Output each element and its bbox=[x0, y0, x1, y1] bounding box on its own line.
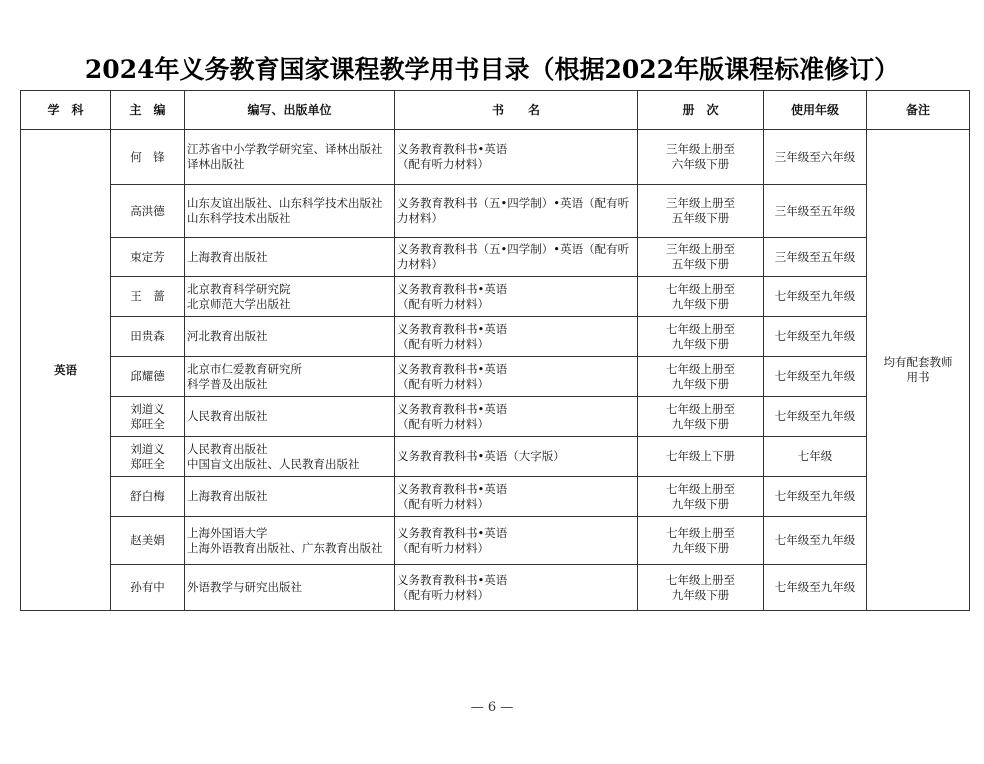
book-title-cell-line: （配有听力材料） bbox=[397, 336, 489, 351]
book-title-cell-line: （配有听力材料） bbox=[397, 540, 489, 555]
publisher-cell bbox=[185, 317, 395, 357]
publisher-cell bbox=[185, 565, 395, 611]
book-title-cell-line: （配有听力材料） bbox=[397, 376, 489, 391]
editor-cell-line: 刘道义 bbox=[130, 401, 165, 416]
table-row bbox=[21, 437, 970, 477]
subject-cell: 英语 bbox=[21, 130, 111, 611]
publisher-cell-line: 中国盲文出版社、人民教育出版社 bbox=[187, 456, 360, 471]
volume-cell bbox=[638, 317, 764, 357]
grade-cell: 七年级至九年级 bbox=[764, 397, 867, 437]
publisher-cell-line: 外语教学与研究出版社 bbox=[187, 580, 302, 594]
book-title-cell-line: 义务教育教科书•英语 bbox=[397, 142, 508, 156]
publisher-cell bbox=[185, 277, 395, 317]
volume-cell-line: 七年级上册至 bbox=[666, 572, 735, 587]
publisher-cell-line: 河北教育出版社 bbox=[187, 329, 268, 343]
book-title-cell bbox=[395, 317, 638, 357]
book-title-cell bbox=[395, 517, 638, 565]
editor-cell-line: 郑旺全 bbox=[130, 456, 165, 471]
publisher-cell-line: 上海外语教育出版社、广东教育出版社 bbox=[187, 540, 383, 555]
publisher-cell-line: 江苏省中小学教学研究室、译林出版社 bbox=[187, 142, 383, 156]
book-title-cell bbox=[395, 185, 638, 238]
volume-cell bbox=[638, 477, 764, 517]
book-title-cell-line: （配有听力材料） bbox=[397, 587, 489, 602]
editor-cell-line: 刘道义 bbox=[130, 441, 165, 456]
grade-cell: 七年级至九年级 bbox=[764, 277, 867, 317]
editor-cell bbox=[111, 130, 185, 185]
book-title-cell-line: （配有听力材料） bbox=[397, 496, 489, 511]
table-row bbox=[21, 565, 970, 611]
volume-cell bbox=[638, 185, 764, 238]
volume-cell bbox=[638, 565, 764, 611]
book-title-cell bbox=[395, 397, 638, 437]
publisher-cell-line: 上海教育出版社 bbox=[187, 249, 268, 264]
editor-cell bbox=[111, 517, 185, 565]
table-header-row bbox=[21, 91, 970, 130]
book-title-cell bbox=[395, 277, 638, 317]
publisher-cell bbox=[185, 397, 395, 437]
table-row bbox=[21, 317, 970, 357]
publisher-cell-line: 山东科学技术出版社 bbox=[187, 211, 291, 225]
volume-cell-line: 七年级上册至 bbox=[666, 525, 735, 540]
editor-cell-line: 束定芳 bbox=[130, 249, 165, 264]
volume-cell bbox=[638, 397, 764, 437]
volume-cell-line: 九年级下册 bbox=[671, 496, 730, 511]
header-editor: 主 编 bbox=[111, 91, 185, 130]
editor-cell bbox=[111, 437, 185, 477]
book-title-cell-line: 义务教育教科书•英语 bbox=[397, 361, 508, 376]
grade-cell: 七年级至九年级 bbox=[764, 565, 867, 611]
textbook-catalog-table bbox=[20, 90, 970, 611]
publisher-cell bbox=[185, 130, 395, 185]
volume-cell-line: 五年级下册 bbox=[671, 211, 730, 225]
book-title-cell bbox=[395, 477, 638, 517]
table-row bbox=[21, 238, 970, 277]
book-title-cell-line: 义务教育教科书（五•四学制）•英语（配有听力材料） bbox=[397, 196, 630, 225]
page-number: — 6 — bbox=[470, 700, 514, 715]
editor-cell-line: 田贵森 bbox=[130, 329, 165, 343]
volume-cell-line: 七年级上册至 bbox=[666, 401, 735, 416]
publisher-cell-line: 北京教育科学研究院 bbox=[187, 281, 291, 296]
book-title-cell-line: 义务教育教科书•英语 bbox=[397, 281, 508, 296]
book-title-cell bbox=[395, 130, 638, 185]
book-title-cell-line: 义务教育教科书•英语 bbox=[397, 321, 508, 336]
volume-cell-line: 三年级上册至 bbox=[666, 142, 735, 156]
publisher-cell-line: 上海教育出版社 bbox=[187, 489, 268, 503]
volume-cell-line: 九年级下册 bbox=[671, 376, 730, 391]
volume-cell-line: 九年级下册 bbox=[671, 296, 730, 311]
volume-cell-line: 三年级上册至 bbox=[666, 242, 735, 256]
header-book-title: 书 名 bbox=[395, 91, 638, 130]
editor-cell bbox=[111, 238, 185, 277]
volume-cell-line: 七年级上册至 bbox=[666, 321, 735, 336]
volume-cell-line: 七年级上册至 bbox=[666, 281, 735, 296]
volume-cell bbox=[638, 437, 764, 477]
editor-cell-line: 孙有中 bbox=[130, 580, 165, 594]
publisher-cell-line: 山东友谊出版社、山东科学技术出版社 bbox=[187, 196, 383, 210]
book-title-cell-line: 义务教育教科书•英语 bbox=[397, 525, 508, 540]
book-title-cell-line: （配有听力材料） bbox=[397, 296, 489, 311]
header-subject: 学 科 bbox=[21, 91, 111, 130]
book-title-cell-line: （配有听力材料） bbox=[397, 416, 489, 431]
grade-cell: 七年级 bbox=[764, 437, 867, 477]
grade-cell: 三年级至六年级 bbox=[764, 130, 867, 185]
volume-cell-line: 九年级下册 bbox=[671, 587, 730, 602]
publisher-cell-line: 科学普及出版社 bbox=[187, 376, 268, 391]
volume-cell bbox=[638, 238, 764, 277]
book-title-cell-line: （配有听力材料） bbox=[397, 157, 489, 171]
table-row bbox=[21, 357, 970, 397]
publisher-cell bbox=[185, 185, 395, 238]
header-volume: 册 次 bbox=[638, 91, 764, 130]
note-cell: 均有配套教师用书 bbox=[867, 130, 970, 611]
editor-cell bbox=[111, 477, 185, 517]
volume-cell bbox=[638, 277, 764, 317]
publisher-cell bbox=[185, 517, 395, 565]
publisher-cell-line: 人民教育出版社 bbox=[187, 409, 268, 423]
publisher-cell-line: 北京市仁爱教育研究所 bbox=[187, 361, 302, 376]
grade-cell: 七年级至九年级 bbox=[764, 357, 867, 397]
table-row bbox=[21, 517, 970, 565]
header-grade: 使用年级 bbox=[764, 91, 867, 130]
table-row bbox=[21, 477, 970, 517]
page-title: 2024年义务教育国家课程教学用书目录（根据2022年版课程标准修订） bbox=[84, 55, 900, 84]
book-title-cell-line: 义务教育教科书•英语（大字版） bbox=[397, 449, 565, 463]
publisher-cell-line: 译林出版社 bbox=[187, 157, 245, 171]
volume-cell-line: 五年级下册 bbox=[671, 257, 730, 271]
table-row bbox=[21, 397, 970, 437]
table-row bbox=[21, 185, 970, 238]
editor-cell bbox=[111, 397, 185, 437]
volume-cell-line: 九年级下册 bbox=[671, 336, 730, 351]
editor-cell bbox=[111, 185, 185, 238]
publisher-cell-line: 人民教育出版社 bbox=[187, 441, 268, 456]
grade-cell: 七年级至九年级 bbox=[764, 477, 867, 517]
header-publisher: 编写、出版单位 bbox=[185, 91, 395, 130]
grade-cell: 三年级至五年级 bbox=[764, 185, 867, 238]
volume-cell-line: 七年级上册至 bbox=[666, 361, 735, 376]
editor-cell-line: 郑旺全 bbox=[130, 416, 165, 431]
volume-cell bbox=[638, 357, 764, 397]
grade-cell: 三年级至五年级 bbox=[764, 238, 867, 277]
editor-cell bbox=[111, 565, 185, 611]
volume-cell-line: 六年级下册 bbox=[671, 157, 730, 171]
book-title-cell bbox=[395, 437, 638, 477]
publisher-cell bbox=[185, 357, 395, 397]
publisher-cell bbox=[185, 477, 395, 517]
editor-cell-line: 舒白梅 bbox=[130, 489, 165, 503]
editor-cell-line: 邱耀德 bbox=[130, 369, 165, 383]
book-title-cell-line: 义务教育教科书（五•四学制）•英语（配有听力材料） bbox=[397, 242, 630, 271]
book-title-cell bbox=[395, 238, 638, 277]
volume-cell-line: 三年级上册至 bbox=[666, 196, 735, 210]
publisher-cell-line: 北京师范大学出版社 bbox=[187, 296, 291, 311]
book-title-cell-line: 义务教育教科书•英语 bbox=[397, 572, 508, 587]
publisher-cell bbox=[185, 437, 395, 477]
editor-cell bbox=[111, 277, 185, 317]
publisher-cell bbox=[185, 238, 395, 277]
editor-cell bbox=[111, 357, 185, 397]
volume-cell bbox=[638, 130, 764, 185]
editor-cell-line: 王 蔷 bbox=[130, 289, 165, 303]
grade-cell: 七年级至九年级 bbox=[764, 317, 867, 357]
book-title-cell-line: 义务教育教科书•英语 bbox=[397, 401, 508, 416]
grade-cell: 七年级至九年级 bbox=[764, 517, 867, 565]
volume-cell bbox=[638, 517, 764, 565]
editor-cell-line: 赵美娟 bbox=[130, 533, 165, 547]
table-body bbox=[21, 130, 970, 611]
volume-cell-line: 九年级下册 bbox=[671, 540, 730, 555]
volume-cell-line: 七年级上下册 bbox=[666, 449, 735, 463]
header-note: 备注 bbox=[867, 91, 970, 130]
editor-cell-line: 何 锋 bbox=[130, 149, 165, 164]
volume-cell-line: 九年级下册 bbox=[671, 416, 730, 431]
editor-cell bbox=[111, 317, 185, 357]
editor-cell-line: 高洪德 bbox=[130, 203, 165, 218]
table-row bbox=[21, 130, 970, 185]
book-title-cell bbox=[395, 565, 638, 611]
book-title-cell-line: 义务教育教科书•英语 bbox=[397, 481, 508, 496]
volume-cell-line: 七年级上册至 bbox=[666, 481, 735, 496]
book-title-cell bbox=[395, 357, 638, 397]
table-row bbox=[21, 277, 970, 317]
publisher-cell-line: 上海外国语大学 bbox=[187, 525, 268, 540]
